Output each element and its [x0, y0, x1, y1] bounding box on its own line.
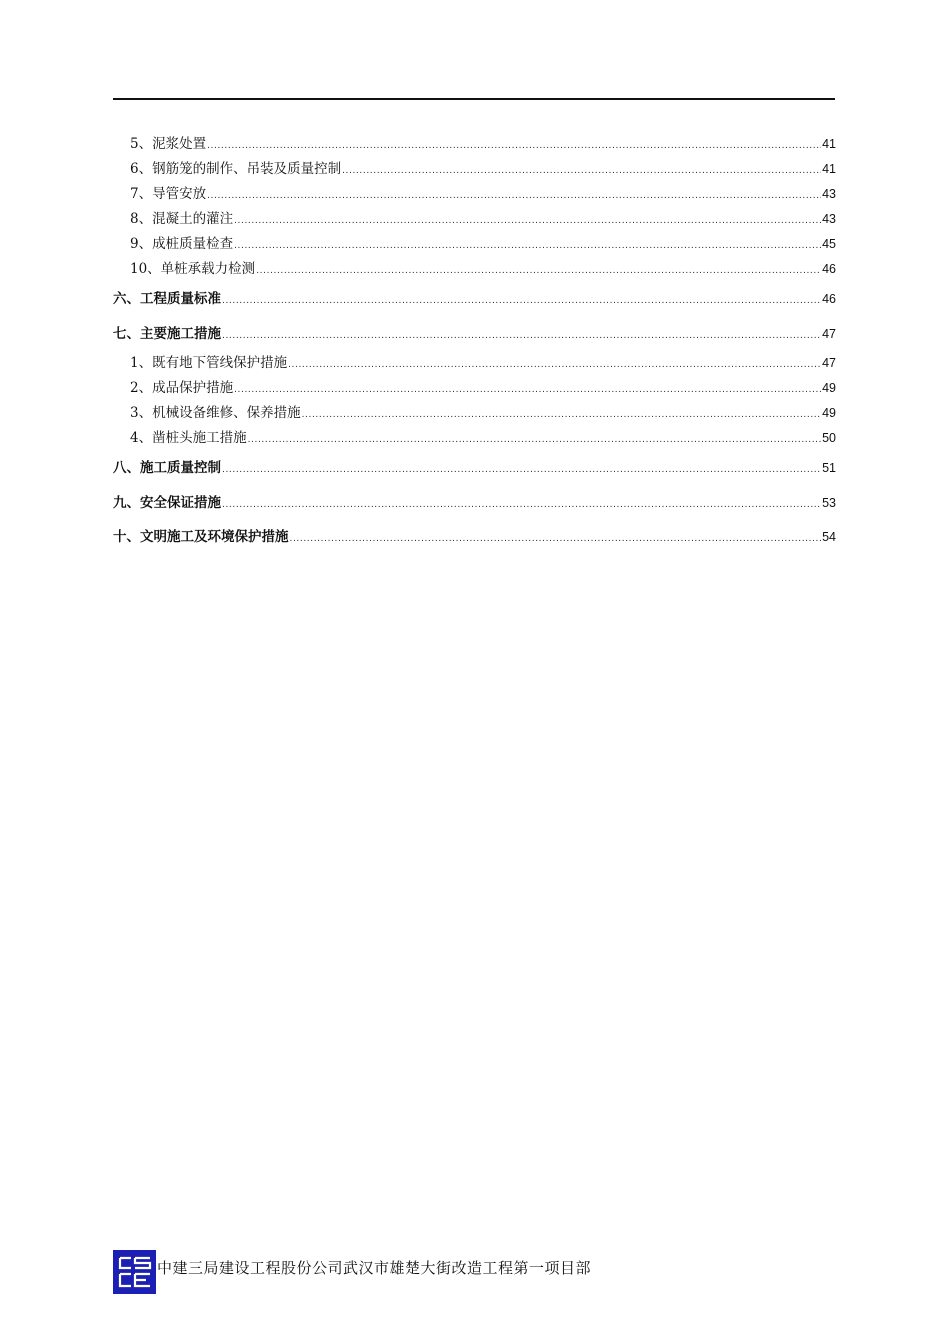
toc-entry-title: 九、安全保证措施 [113, 494, 221, 511]
toc-entry-title: 10、单桩承载力检测 [130, 261, 256, 277]
toc-entry-title: 2、成品保护措施 [130, 380, 234, 396]
toc-entry-page-number: 50 [822, 431, 836, 445]
toc-entry[interactable] [113, 282, 836, 317]
toc-dot-leader [342, 159, 821, 184]
toc-dot-leader [290, 522, 822, 557]
toc-entry-title: 8、混凝土的灌注 [130, 211, 234, 227]
toc-entry-title: 9、成桩质量检查 [130, 236, 234, 252]
toc-entry-title: 1、既有地下管线保护措施 [130, 355, 288, 371]
toc-entry-page-number: 46 [822, 292, 836, 306]
header-rule [113, 98, 835, 100]
toc-dot-leader [302, 403, 822, 428]
toc-dot-leader [222, 453, 821, 488]
toc-entry-page-number: 49 [822, 381, 836, 395]
toc-entry[interactable] [113, 182, 836, 207]
toc-dot-leader [222, 284, 821, 319]
toc-entry-page-number: 51 [822, 461, 836, 475]
toc-entry-page-number: 41 [822, 162, 836, 176]
toc-entry-page-number: 45 [822, 237, 836, 251]
cscec-logo-mark [116, 1252, 154, 1292]
toc-entry[interactable] [113, 401, 836, 426]
toc-entry[interactable] [113, 132, 836, 157]
toc-dot-leader [234, 234, 821, 259]
toc-dot-leader [256, 259, 821, 284]
toc-entry[interactable] [113, 351, 836, 376]
toc-entry[interactable] [113, 426, 836, 451]
toc-entry[interactable] [113, 317, 836, 352]
toc-entry-page-number: 49 [822, 406, 836, 420]
table-of-contents [113, 132, 836, 555]
toc-entry[interactable] [113, 232, 836, 257]
toc-entry[interactable] [113, 157, 836, 182]
toc-entry-title: 七、主要施工措施 [113, 325, 221, 342]
toc-entry[interactable] [113, 451, 836, 486]
toc-entry-title: 4、凿桩头施工措施 [130, 430, 247, 446]
toc-entry[interactable] [113, 257, 836, 282]
logo-stroke [135, 1274, 150, 1286]
toc-entry-page-number: 47 [822, 356, 836, 370]
toc-entry[interactable] [113, 376, 836, 401]
toc-entry-title: 7、导管安放 [130, 186, 207, 202]
toc-dot-leader [234, 378, 821, 403]
toc-entry-title: 六、工程质量标准 [113, 291, 221, 307]
toc-dot-leader [207, 134, 821, 159]
toc-dot-leader [248, 428, 822, 453]
toc-entry-title: 3、机械设备维修、保养措施 [130, 405, 301, 421]
toc-entry-page-number: 43 [822, 212, 836, 226]
toc-entry-page-number: 53 [822, 495, 836, 510]
logo-stroke [135, 1258, 150, 1268]
toc-entry-title: 十、文明施工及环境保护措施 [113, 529, 289, 545]
toc-dot-leader [288, 353, 821, 378]
toc-entry-page-number: 43 [822, 187, 836, 201]
toc-entry-title: 5、泥浆处置 [130, 136, 207, 152]
toc-dot-leader [222, 319, 821, 354]
toc-entry-page-number: 41 [822, 137, 836, 151]
toc-entry-page-number: 47 [822, 326, 836, 341]
logo-stroke [120, 1258, 131, 1268]
toc-entry-page-number: 54 [822, 530, 836, 544]
toc-entry-title: 八、施工质量控制 [113, 460, 221, 476]
toc-entry[interactable] [113, 486, 836, 521]
toc-entry[interactable] [113, 207, 836, 232]
toc-dot-leader [207, 184, 821, 209]
toc-dot-leader [234, 209, 821, 234]
footer-company-text: 中建三局建设工程股份公司武汉市雄楚大街改造工程第一项目部 [157, 1259, 592, 1277]
toc-dot-leader [222, 488, 821, 523]
toc-entry-page-number: 46 [822, 262, 836, 276]
toc-entry-title: 6、钢筋笼的制作、吊装及质量控制 [130, 161, 342, 177]
toc-entry[interactable] [113, 520, 836, 555]
cscec-logo [113, 1250, 156, 1294]
page-footer [113, 1250, 591, 1294]
logo-stroke [120, 1274, 131, 1286]
